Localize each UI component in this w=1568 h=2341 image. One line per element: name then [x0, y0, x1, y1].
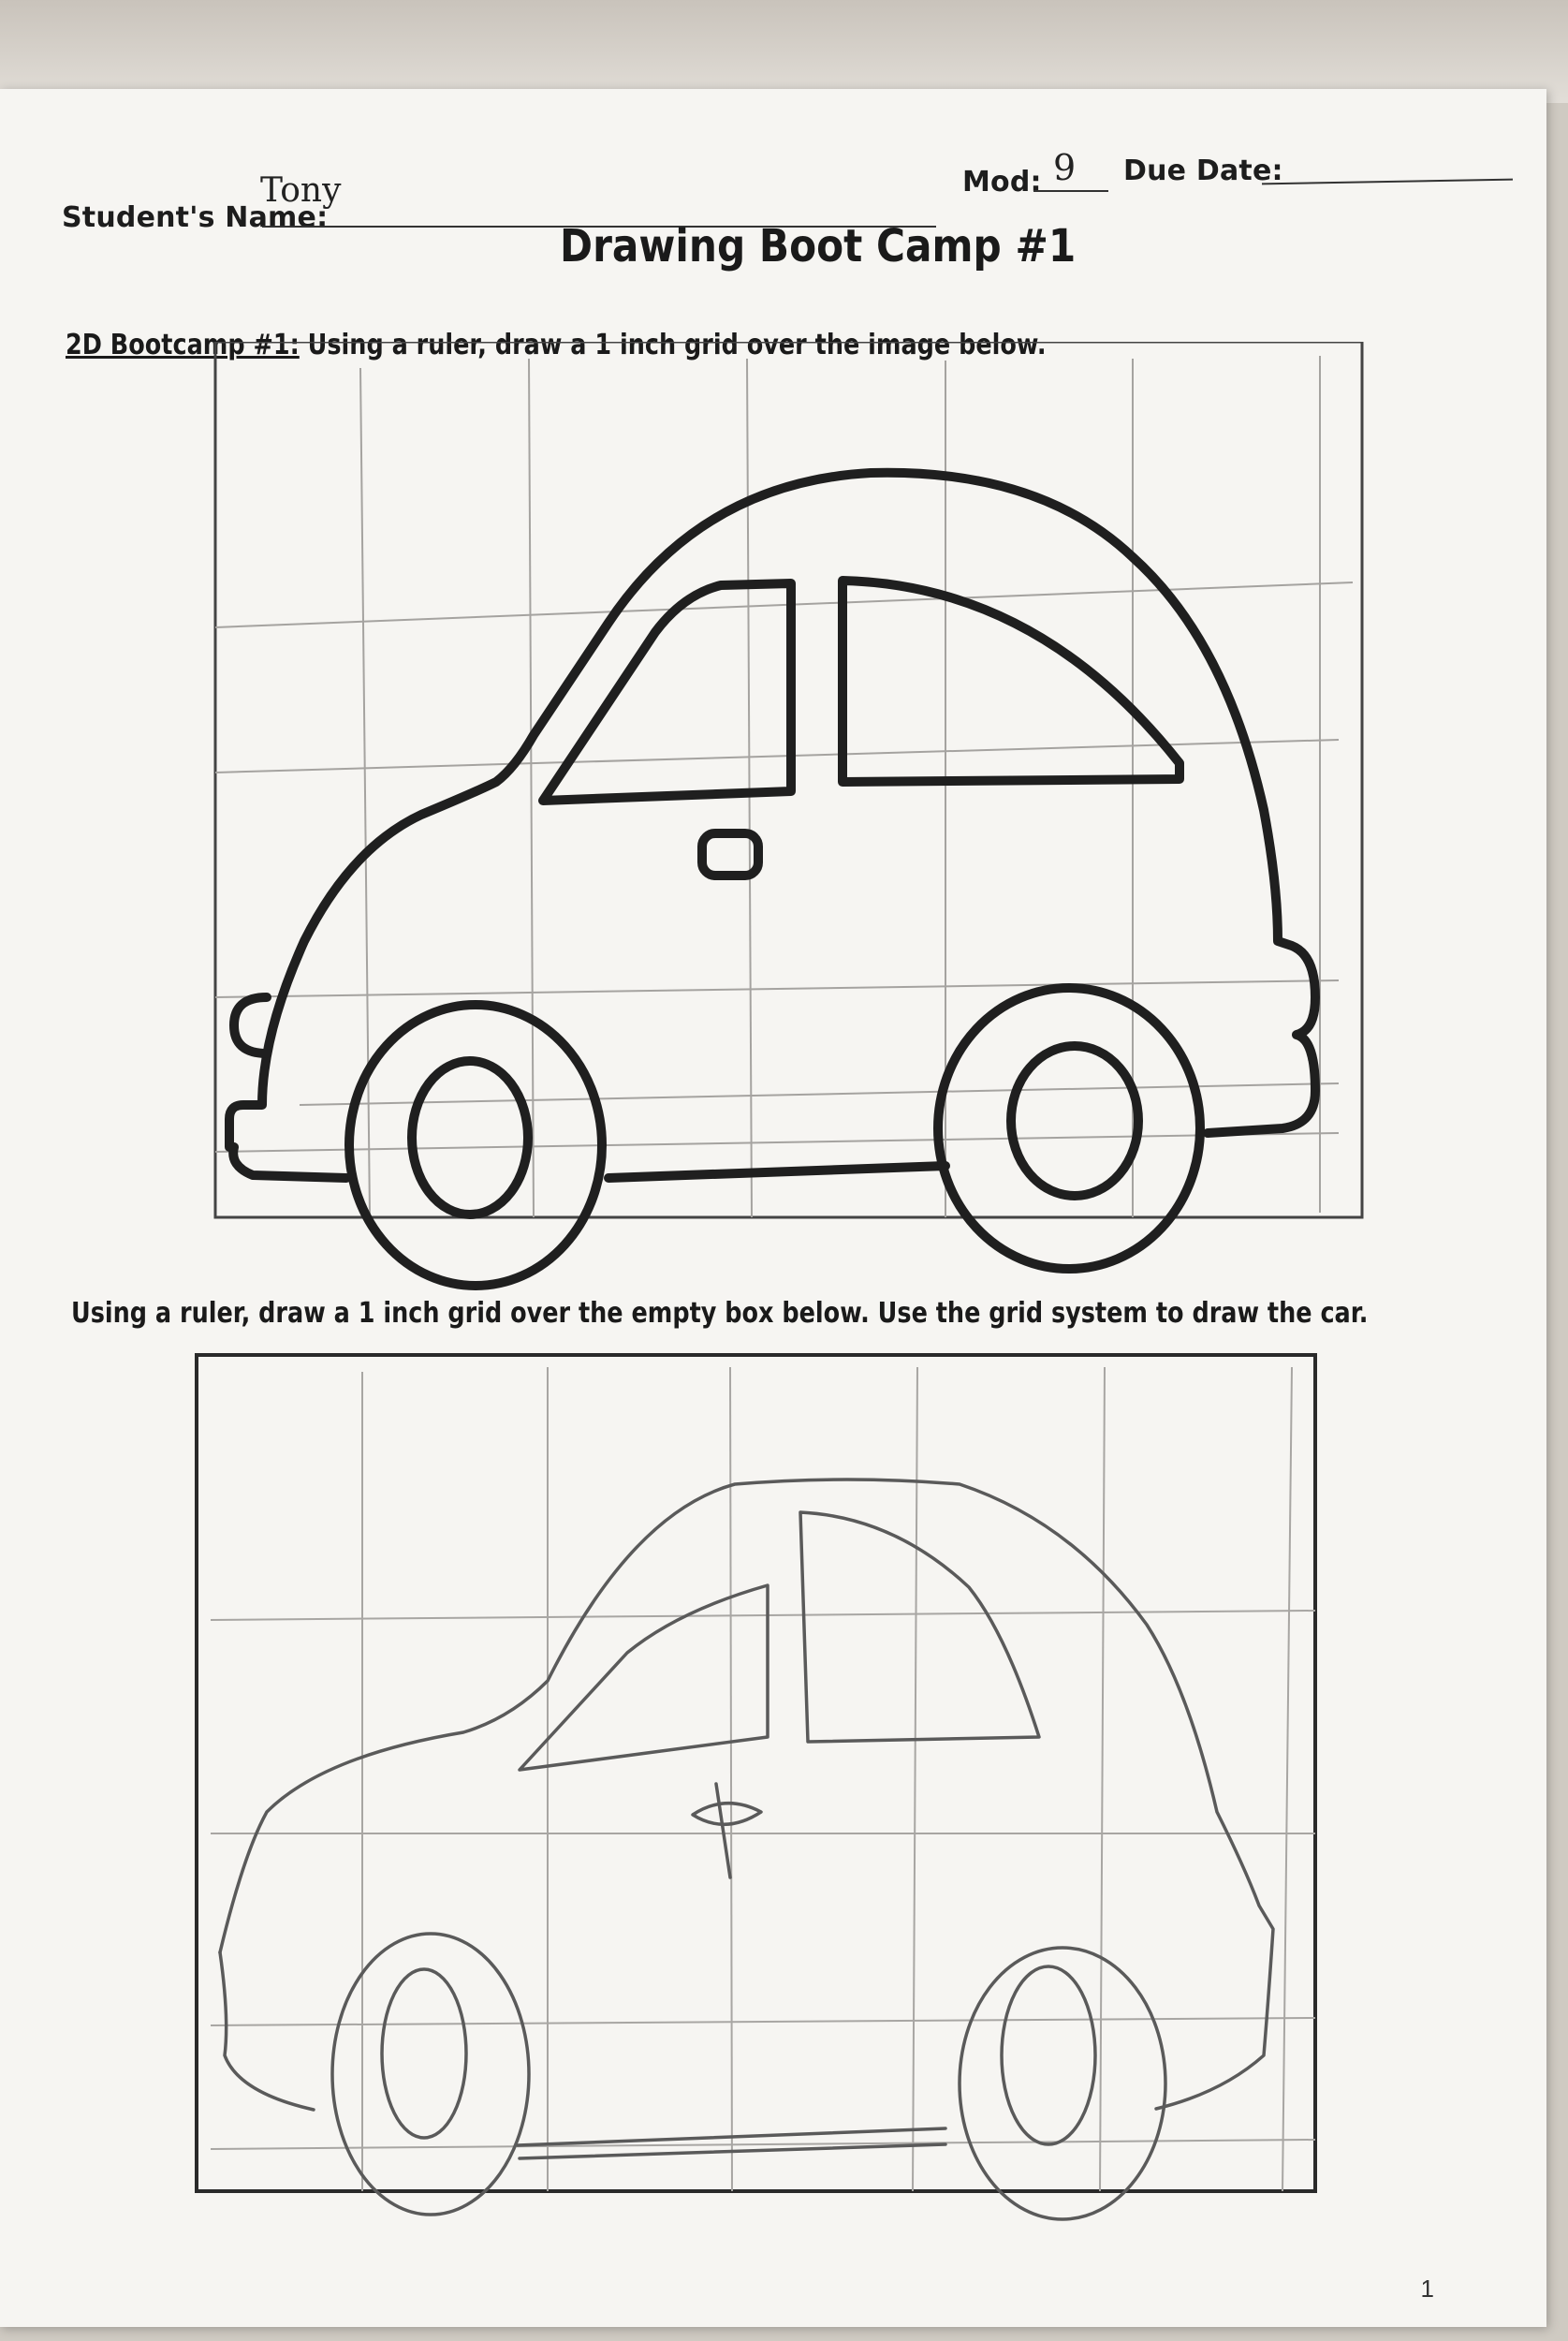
student-car-sketch [220, 1480, 1273, 2219]
student-grid [211, 1367, 1315, 2191]
due-date-label: Due Date: [1123, 155, 1283, 187]
mod-value[interactable]: 9 [1053, 147, 1077, 188]
section1-label: 2D Bootcamp #1: [66, 329, 300, 361]
student-name-value[interactable]: Tony [260, 171, 342, 210]
student-name-label: Student's Name: [62, 201, 329, 234]
worksheet-page [0, 89, 1546, 2327]
drawing-box-frame [197, 1355, 1315, 2191]
car-outline [229, 473, 1315, 1286]
due-date-line [1262, 179, 1513, 185]
mod-label: Mod: [962, 166, 1042, 199]
page-title: Drawing Boot Camp #1 [560, 220, 1077, 272]
student-drawing-box[interactable] [192, 1344, 1343, 2308]
page-number: 1 [1420, 2275, 1434, 2303]
mod-line [1033, 190, 1108, 192]
section2-instruction: Using a ruler, draw a 1 inch grid over the empty box below. Use the grid system to draw the car. [71, 1297, 1369, 1330]
background-wall [0, 0, 1568, 103]
reference-car-image [197, 342, 1376, 1334]
section1-text: Using a ruler, draw a 1 inch grid over the image below. [299, 329, 1047, 361]
